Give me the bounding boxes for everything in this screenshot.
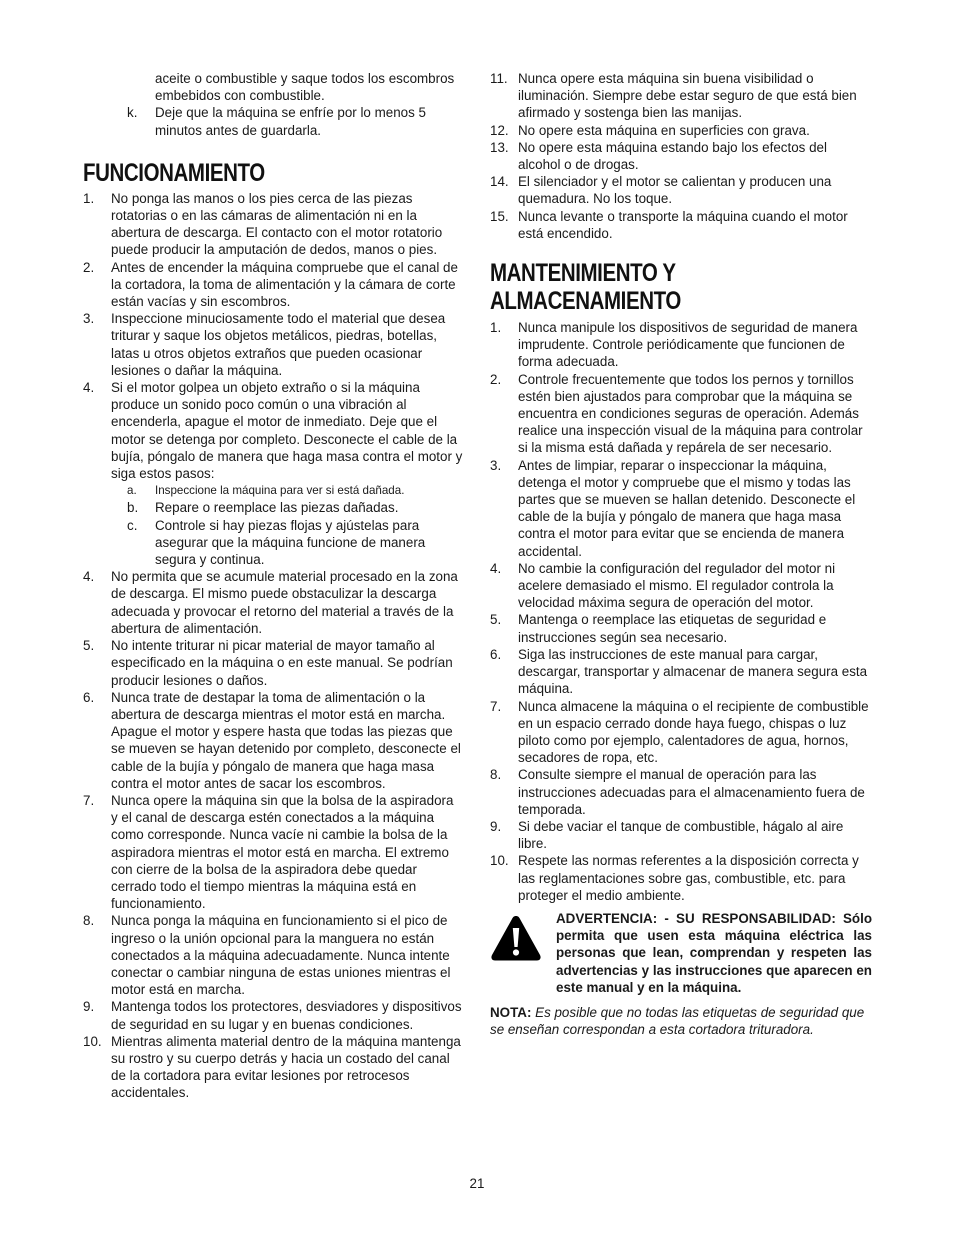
mantenimiento-list [490,319,872,904]
list-item: 5. No intente triturar ni picar material de mayor tamaño al especificado en la máquina o en este manual. Se podrían producir lesiones o daños. [83,638,453,688]
list-item: 8. Nunca ponga la máquina en funcionamiento si el pico de ingreso o la unión opcional para la manguera no están conectados a la máquina adecuadamente. Nunca intente conectar o cambiar ninguna de estas uniones mientras el motor está en marcha. [83,913,451,998]
note-text: Es posible que no todas las etiquetas de seguridad que se enseñan correspondan a esta cortadora trituradora. [490,1004,865,1038]
left-column [83,70,463,1102]
section-heading-funcionamiento: FUNCIONAMIENTO [83,158,265,187]
list-item: 5. Mantenga o reemplace las etiquetas de seguridad e instrucciones según sea necesario. [490,612,827,645]
note [490,1004,872,1038]
list-item: 4. No permita que se acumule material procesado en la zona de descarga. El mismo puede obstaculizar la descarga adecuada y provocar el retorno del material a través de la abertura de alimentación. [83,569,458,636]
list-item: 10. Mientras alimenta material dentro de la máquina mantenga su rostro y su cuerpo detrás y hacia un costado del canal de la cortadora para evitar lesiones por retrocesos accidentales. [83,1033,461,1101]
list-item: 15. Nunca levante o transporte la máquina cuando el motor está encendido. [490,208,848,241]
right-column [490,70,872,1038]
list-item: 11. Nunca opere esta máquina sin buena visibilidad o iluminación. Siempre debe estar seguro de que está bien afirmado y sostenga bien las manijas. [490,71,857,121]
section-heading-mantenimiento: MANTENIMIENTO Y ALMACENAMIENTO [490,259,681,316]
sub-list-item: b. Repare o reemplace las piezas dañadas. [127,500,399,516]
funcionamiento-list-continued [490,70,872,242]
warning-triangle-icon [490,910,556,996]
list-item: 1. No ponga las manos o los pies cerca de las piezas rotatorias o en las cámaras de alimentación ni en la abertura de descarga. El contacto con el motor rotatorio puede producir la amputación de dedos, manos o pies. [83,190,443,258]
list-item: 8. Consulte siempre el manual de operación para las instrucciones adecuadas para el almacenamiento fuera de temporada. [490,767,865,817]
list-item: 4. Si el motor golpea un objeto extraño o si la máquina produce un sonido poco común o una vibración al encenderla, apague el motor de inmediato. Deje que el motor se detenga por completo. Desconecte el cable de la bujía, póngalo de manera que haga masa contra el motor y siga estos pasos: [83,380,463,482]
note-label: NOTA: [490,1004,532,1020]
list-item: 13. No opere esta máquina estando bajo los efectos del alcohol o de drogas. [490,139,827,173]
list-item: 7. Nunca opere la máquina sin que la bolsa de la aspiradora y el canal de descarga estén conectados a la máquina como corresponde. Nunca vacíe ni cambie la bolsa de la aspiradora mientras el motor está en marcha. El extremo con cierre de la bolsa de la aspiradora debe quedar cerrado todo el tiempo mientras la máquina está en funcionamiento. [83,792,454,912]
sub-list-item: c. Controle si hay piezas flojas y ajústelas para asegurar que la máquina funcione de manera segura y continua. [127,517,426,568]
list-item: 2. Controle frecuentemente que todos los pernos y tornillos estén bien ajustados para comprobar que la máquina se encuentra en condiciones seguras de operación. Además realice una inspección visual de la máquina para controlar si la misma está dañada y repárela de ser necesario. [490,371,863,456]
list-item: 12. No opere esta máquina en superficies con grava. [490,122,810,138]
list-item: 14. El silenciador y el motor se calientan y producen una quemadura. No los toque. [490,174,832,207]
list-item: 6. Siga las instrucciones de este manual para cargar, descargar, transportar y almacenar de manera segura esta máquina. [490,646,868,697]
list-item: 3. Inspeccione minuciosamente todo el material que desea triturar y saque los objetos metálicos, piedras, botellas, latas u otros objetos extraños que pueden ocasionar lesiones o dañar la máquina. [83,311,446,378]
list-item: 1. Nunca manipule los dispositivos de seguridad de manera imprudente. Controle periódicamente que funcionen de forma adecuada. [490,320,858,370]
list-item: 7. Nunca almacene la máquina o el recipiente de combustible en un espacio cerrado donde haya fuego, chispas o luz piloto como por ejemplo, calentadores de agua, hornos, secadores de ropa, etc. [490,698,869,766]
list-item: k. Deje que la máquina se enfríe por lo menos 5 minutos antes de guardarla. [127,105,426,138]
page-number: 21 [469,1176,485,1191]
list-item: 6. Nunca trate de destapar la toma de alimentación o la abertura de descarga mientras el motor está en marcha. Apague el motor y espere hasta que todas las piezas que se mueven se hayan detenido por completo, desconecte el cable de la bujía y póngalo de manera que haga masa contra el motor antes de sacar los escombros. [83,689,461,791]
list-item: 4. No cambie la configuración del regulador del motor ni acelere demasiado el mismo. El regulador controla la velocidad máxima segura de operación del motor. [490,560,836,611]
list-item: 10. Respete las normas referentes a la disposición correcta y las reglamentaciones sobre gas, combustible, etc. para proteger el medio ambiente. [490,853,859,903]
list-item: 2. Antes de encender la máquina compruebe que el canal de la cortadora, la toma de alimentación y la cámara de corte están vacías y sin escombros. [83,259,458,310]
sub-list-item: a. Inspeccione la máquina para ver si está dañada. [127,484,405,498]
list-item: 9. Mantenga todos los protectores, desviadores y dispositivos de seguridad en su lugar y en buenas condiciones. [83,999,462,1032]
list-item: 3. Antes de limpiar, reparar o inspeccionar la máquina, detenga el motor y compruebe que el mismo y todas las partes que se mueven se hallan detenido. Desconecte el cable de la bujía y póngalo de manera que haga masa contra el motor para evitar que se encienda de manera accidental. [490,457,856,559]
warning-block [490,910,872,996]
intro-continuation: aceite o combustible y saque todos los escombros embebidos con combustible. [155,71,455,104]
list-item: 9. Si debe vaciar el tanque de combustible, hágalo al aire libre. [490,818,844,852]
warning-text: ADVERTENCIA: - SU RESPONSABILIDAD: Sólo permita que usen esta máquina eléctrica las personas que lean, comprendan y respeten las advertencias y las instrucciones que aparecen en este manual y en la máquina. [556,910,872,995]
funcionamiento-list [83,190,463,1102]
